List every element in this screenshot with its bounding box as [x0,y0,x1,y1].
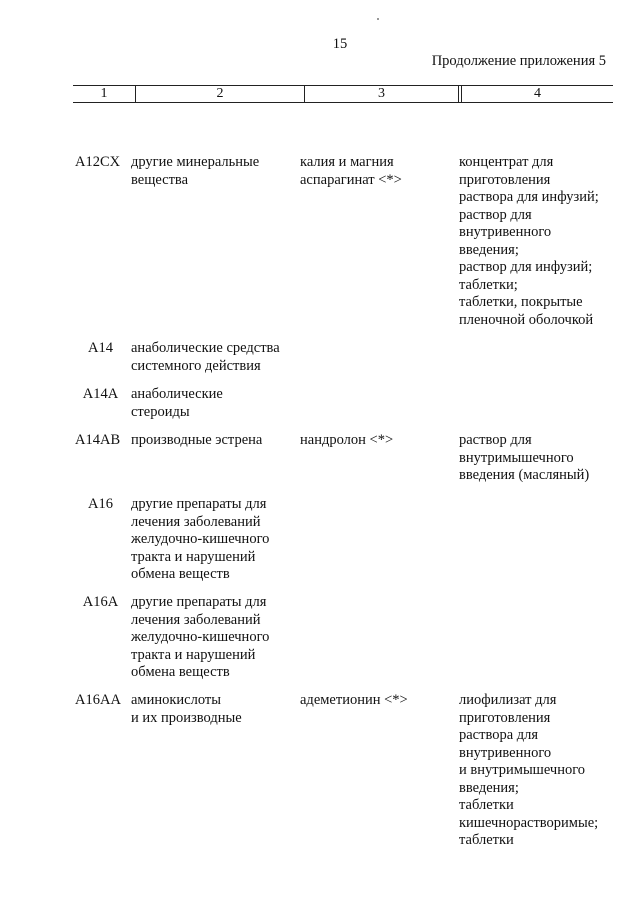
scan-speck [377,18,379,20]
atc-code: A14AB [75,432,121,448]
header-col-2: 2 [216,86,224,101]
page-number: 15 [332,36,348,52]
dosage-forms: раствор для внутримышечного введения (масляный) [459,432,590,483]
table-header [73,85,613,103]
group-name: аминокислоты и их производные [131,692,242,726]
atc-code: A14A [82,386,119,402]
group-name: другие препараты для лечения заболеваний желудочно-кишечного тракта и нарушений обмена веществ [131,594,270,680]
drug-name: калия и магния аспарагинат <*> [300,154,402,188]
drug-name: нандролон <*> [300,432,394,448]
atc-code: A14 [88,340,113,356]
group-name: анаболические средства системного действия [131,340,280,374]
header-divider [458,86,459,102]
header-col-3: 3 [378,86,385,101]
continuation-caption: Продолжение приложения 5 [431,53,606,69]
atc-code: A16A [82,594,119,610]
header-col-1: 1 [100,86,108,101]
group-name: производные эстрена [131,432,263,448]
atc-code: A12CX [75,154,121,170]
dosage-forms: концентрат для приготовления раствора для инфузий; раствор для внутривенного введения; раствор для инфузий; таблетки; таблетки, покрытые пленочной оболочкой [459,154,599,328]
group-name: другие минеральные вещества [131,154,260,188]
atc-code: A16AA [75,692,121,708]
header-col-4: 4 [534,86,541,101]
drug-name: адеметионин <*> [300,692,408,708]
atc-code: A16 [88,496,113,512]
group-name: другие препараты для лечения заболеваний желудочно-кишечного тракта и нарушений обмена веществ [131,496,270,582]
group-name: анаболические стероиды [131,386,223,420]
dosage-forms: лиофилизат для приготовления раствора для внутривенного и внутримышечного введения; таблетки кишечнорастворимые; таблетки [459,692,599,848]
